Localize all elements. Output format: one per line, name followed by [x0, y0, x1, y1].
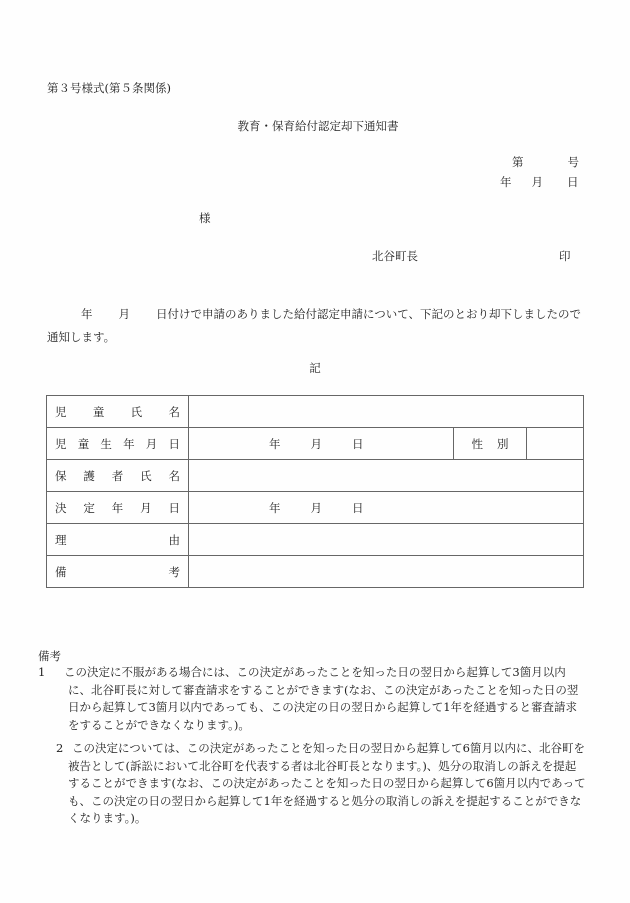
child-birthdate-field[interactable]	[189, 428, 454, 460]
addressee-suffix: 様	[199, 211, 211, 225]
sex-label-2: 別	[497, 436, 509, 451]
doc-number-prefix: 第	[512, 155, 524, 169]
birth-day: 日	[352, 436, 364, 451]
decision-date-field[interactable]	[189, 492, 584, 524]
table-row-reason	[47, 524, 584, 556]
form-number: 第３号様式(第５条関係)	[47, 81, 171, 95]
label-remarks	[47, 556, 189, 588]
table-row-guardian-name	[47, 460, 584, 492]
label-char: 氏	[130, 404, 143, 419]
form-table	[46, 395, 584, 588]
note-text: この決定に不服がある場合には、この決定があったことを知った日の翌日から起算して3箇月以内に、北谷町長に対して審査請求をすることができます(なお、この決定があったことを知った日の翌日から起算して3箇月以内であっても、この決定の日の翌日から起算して1年を経過すると審査請求をすることができなくなります。)。	[64, 665, 579, 732]
seal-mark: 印	[559, 249, 571, 263]
label-char: 考	[168, 564, 180, 579]
label-reason	[47, 524, 189, 556]
issue-date-day: 日	[567, 175, 579, 189]
label-char: 名	[168, 468, 180, 483]
label-char: 保	[55, 468, 67, 483]
doc-number-suffix: 号	[567, 155, 579, 169]
label-char: 童	[92, 404, 105, 419]
sex-field[interactable]	[527, 428, 584, 460]
label-sex	[454, 428, 527, 460]
note-number: 1	[38, 665, 46, 679]
decision-month: 月	[310, 500, 322, 515]
table-row-remarks	[47, 556, 584, 588]
body-date-year: 年	[81, 307, 93, 321]
label-char: 理	[55, 532, 67, 547]
label-guardian-name	[47, 460, 189, 492]
label-char: 名	[168, 404, 180, 419]
label-char: 月	[140, 500, 152, 515]
reason-field[interactable]	[189, 524, 584, 556]
document-number	[512, 154, 579, 170]
label-char: 年	[123, 436, 135, 451]
label-char: 者	[111, 468, 124, 483]
label-char: 氏	[140, 468, 152, 483]
note-number: 2	[56, 741, 64, 755]
label-char: 護	[83, 468, 95, 483]
issue-date-year: 年	[500, 175, 512, 189]
label-char: 由	[168, 532, 180, 547]
label-char: 日	[168, 436, 180, 451]
body-paragraph	[47, 303, 587, 349]
document-title	[0, 118, 630, 134]
body-text-line1: 日付けで申請のありました給付認定申請について、下記のとおり却下しましたので	[156, 307, 582, 321]
title-text: 教育・保育給付認定却下通知書	[237, 119, 399, 133]
remarks-field[interactable]	[189, 556, 584, 588]
sex-label-1: 性	[471, 436, 483, 451]
note-item-2	[38, 740, 586, 828]
note-text: この決定については、この決定があったことを知った日の翌日から起算して6箇月以内に、北谷町を被告として(訴訟において北谷町を代表する者は北谷町長となります。)、処分の取消しの訴えを提起することができます(なお、この決定があったことを知った日の翌日から起算して6箇月以内であっても、この決定の日の翌日から起算して1年を経過すると処分の取消しの訴えを提起することができなくなります。)。	[68, 741, 586, 825]
label-char: 年	[111, 500, 124, 515]
label-char: 決	[55, 500, 67, 515]
label-char: 童	[77, 436, 90, 451]
birth-month: 月	[310, 436, 322, 451]
table-row-decision-date	[47, 492, 584, 524]
label-child-birthdate	[47, 428, 189, 460]
label-child-name	[47, 396, 189, 428]
label-char: 児	[55, 436, 67, 451]
body-text-line2: 通知します。	[47, 330, 116, 344]
note-item-1	[38, 664, 586, 734]
ki-heading: 記	[309, 361, 321, 375]
label-char: 生	[100, 436, 112, 451]
birth-year: 年	[269, 436, 281, 451]
table-row-child-birthdate	[47, 428, 584, 460]
label-decision-date	[47, 492, 189, 524]
issue-date	[500, 174, 579, 190]
decision-year: 年	[269, 500, 281, 515]
label-char: 備	[55, 564, 67, 579]
decision-day: 日	[352, 500, 364, 515]
label-char: 月	[145, 436, 158, 451]
table-row-child-name	[47, 396, 584, 428]
guardian-name-field[interactable]	[189, 460, 584, 492]
label-char: 日	[168, 500, 180, 515]
label-char: 定	[83, 500, 95, 515]
body-date-month: 月	[118, 307, 130, 321]
issuer-name: 北谷町長	[372, 249, 418, 263]
label-char: 児	[55, 404, 67, 419]
notes-heading: 備考	[38, 649, 61, 663]
child-name-field[interactable]	[189, 396, 584, 428]
issue-date-month: 月	[531, 175, 543, 189]
